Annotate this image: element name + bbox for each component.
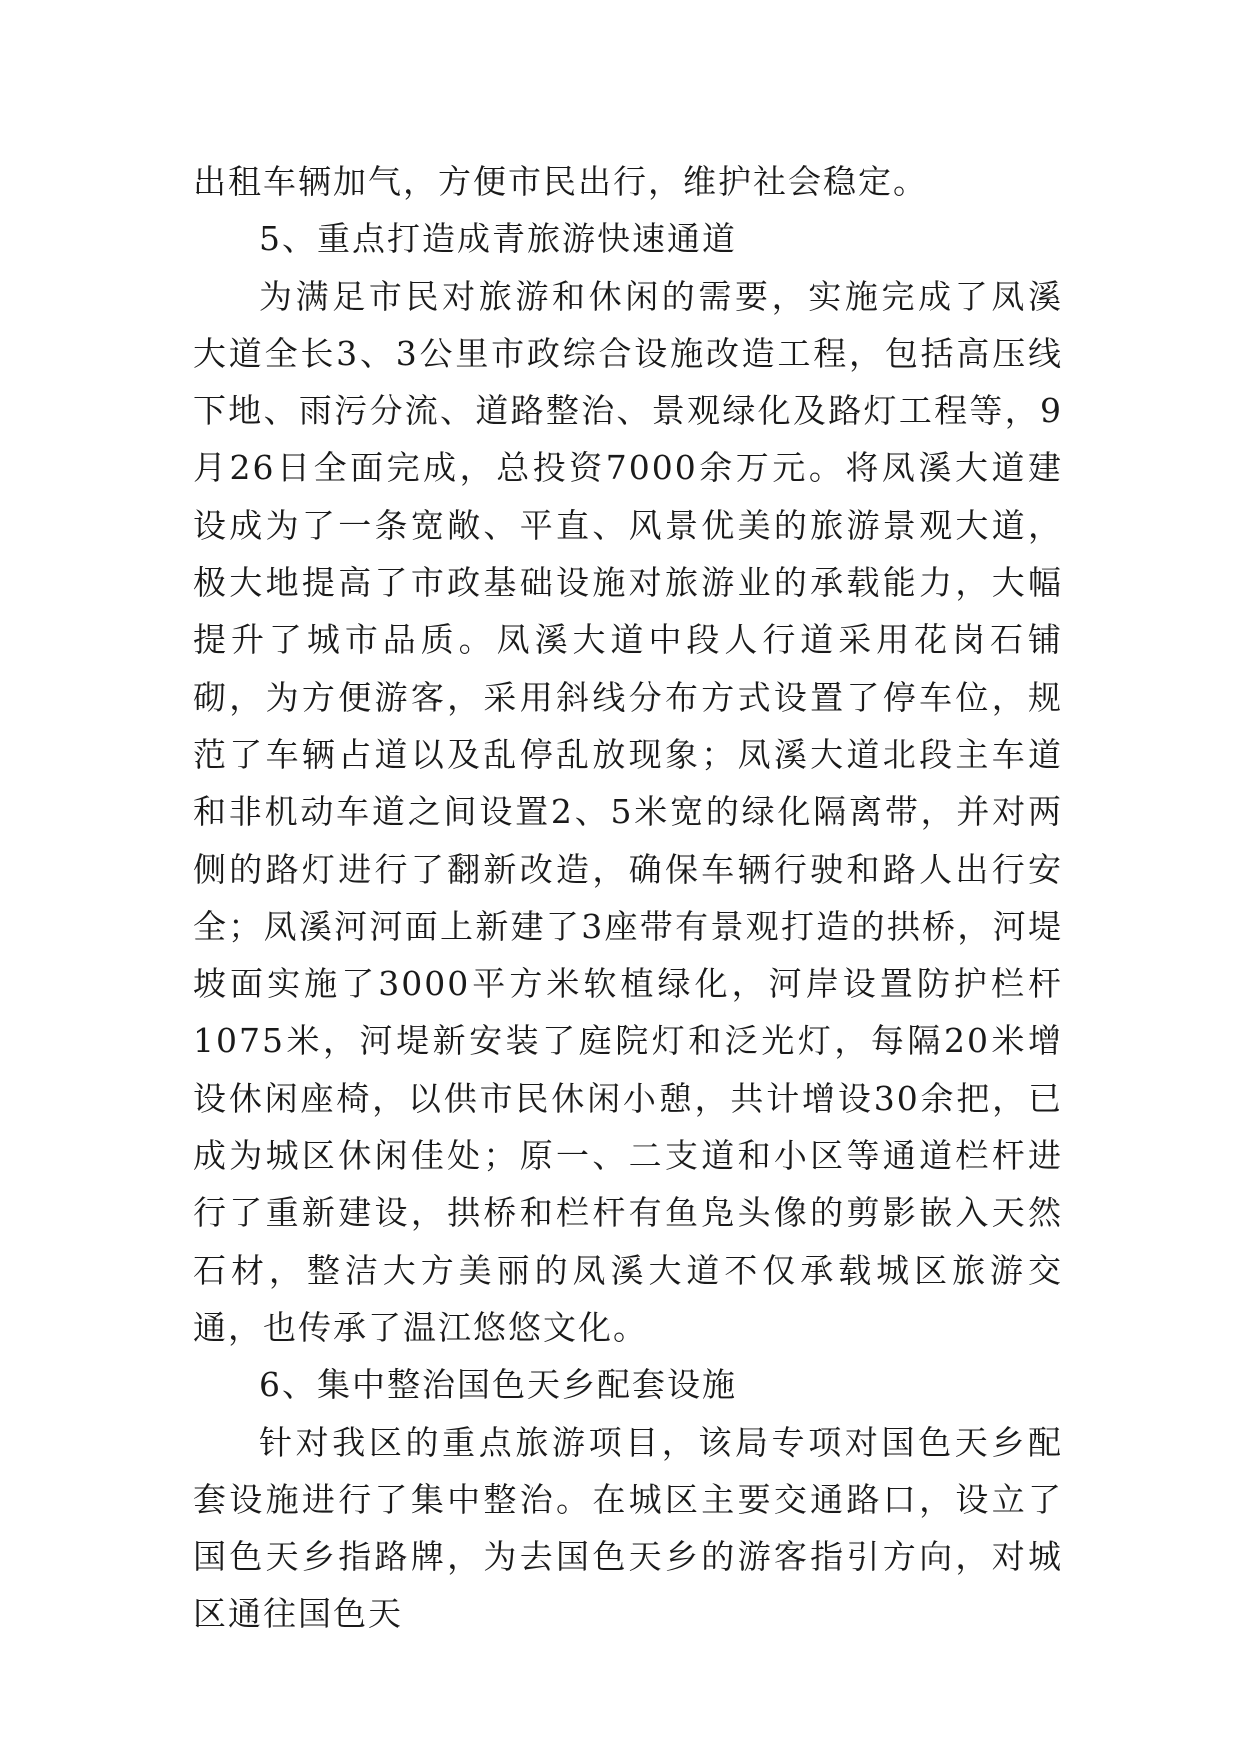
section-heading-5: 5、重点打造成青旅游快速通道: [259, 219, 737, 259]
section-heading-6: 6、集中整治国色天乡配套设施: [259, 1365, 737, 1405]
paragraph-continuation: 出租车辆加气，方便市民出行，维护社会稳定。: [193, 162, 928, 201]
document-body: [193, 153, 1063, 1643]
paragraph-section-6: 针对我区的重点旅游项目，该局专项对国色天乡配套设施进行了集中整治。在城区主要交通路口，设立了国色天乡指路牌，为去国色天乡的游客指引方向，对城区通往国色天: [193, 1422, 1063, 1634]
paragraph-section-5: 为满足市民对旅游和休闲的需要，实施完成了凤溪大道全长3、3公里市政综合设施改造工程，包括高压线下地、雨污分流、道路整治、景观绿化及路灯工程等，9月26日全面完成，总投资7000余万元。将凤溪大道建设成为了一条宽敞、平直、风景优美的旅游景观大道，极大地提高了市政基础设施对旅游业的承载能力，大幅提升了城市品质。凤溪大道中段人行道采用花岗石铺砌，为方便游客，采用斜线分布方式设置了停车位，规范了车辆占道以及乱停乱放现象；凤溪大道北段主车道和非机动车道之间设置2、5米宽的绿化隔离带，并对两侧的路灯进行了翻新改造，确保车辆行驶和路人出行安全；凤溪河河面上新建了3座带有景观打造的拱桥，河堤坡面实施了3000平方米软植绿化，河岸设置防护栏杆1075米，河堤新安装了庭院灯和泛光灯，每隔20米增设休闲座椅，以供市民休闲小憩，共计增设30余把，已成为城区休闲佳处；原一、二支道和小区等通道栏杆进行了重新建设，拱桥和栏杆有鱼凫头像的剪影嵌入天然石材，整洁大方美丽的凤溪大道不仅承载城区旅游交通，也传承了温江悠悠文化。: [193, 276, 1063, 1347]
